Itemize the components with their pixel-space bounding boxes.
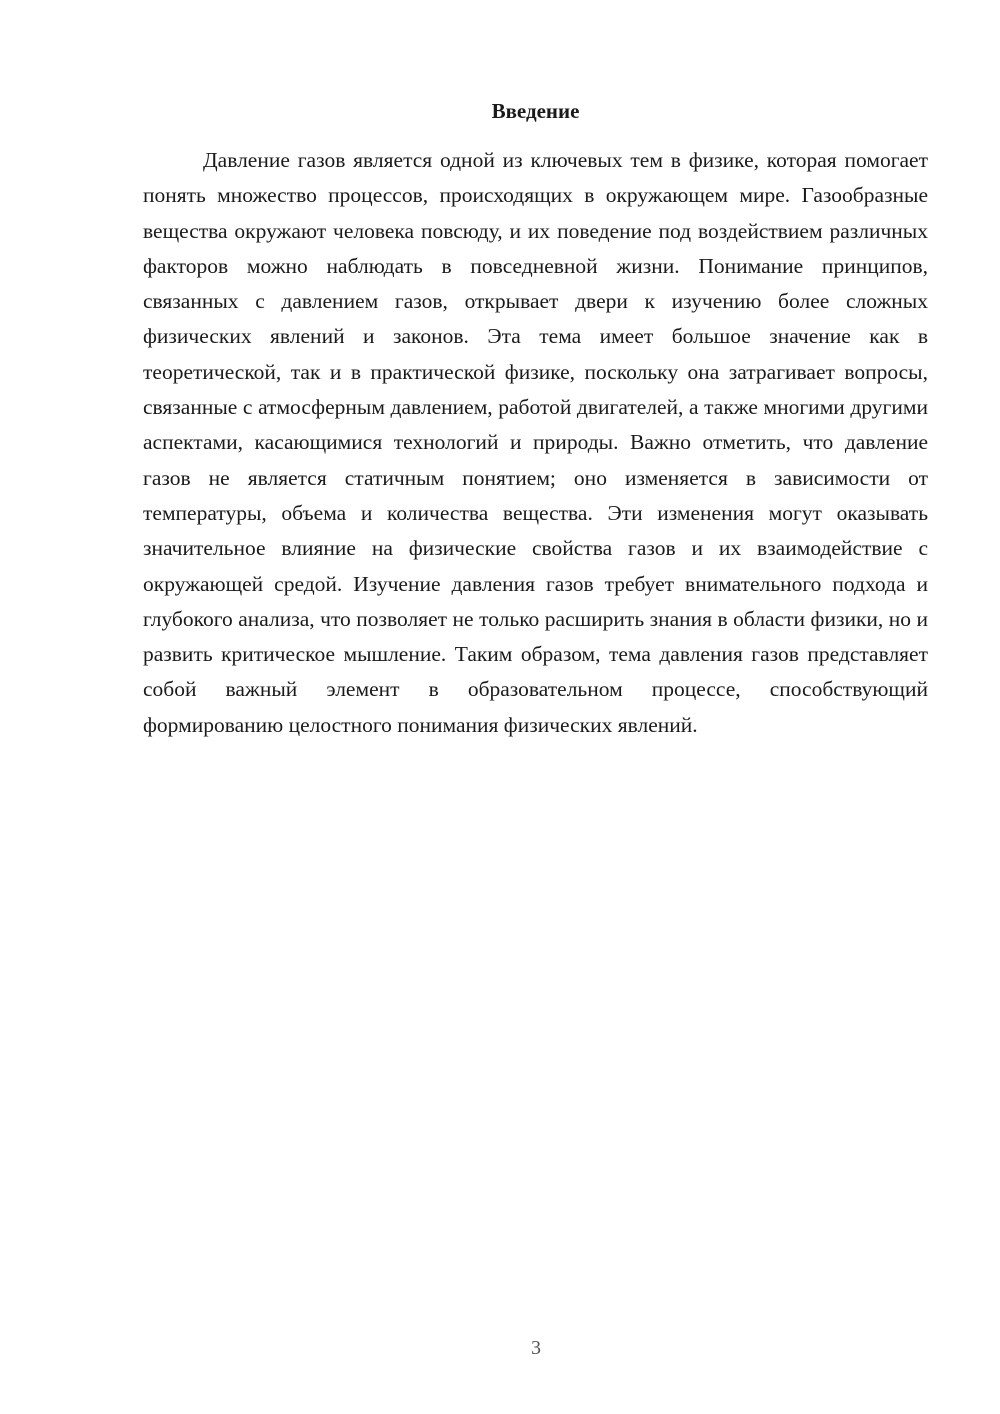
body-paragraph: Давление газов является одной из ключевых тем в физике, которая помогает понять множество процессов, происходящих в окружающем мире. Газообразные вещества окружают человека повсюду, и их поведение под воздействием различных факторов можно наблюдать в повседневной жизни. Понимание принципов, связанных с давлением газов, открывает двери к изучению более сложных физических явлений и законов. Эта тема имеет большое значение как в теоретической, так и в практической физике, поскольку она затрагивает вопросы, связанные с атмосферным давлением, работой двигателей, а также многими другими аспектами, касающимися технологий и природы. Важно отметить, что давление газов не является статичным понятием; оно изменяется в зависимости от температуры, объема и количества вещества. Эти изменения могут оказывать значительное влияние на физические свойства газов и их взаимодействие с окружающей средой. Изучение давления газов требует внимательного подхода и глубокого анализа, что позволяет не только расширить знания в области физики, но и развить критическое мышление. Таким образом, тема давления газов представляет собой важный элемент в образовательном процессе, способствующий формированию целостного понимания физических явлений. <box>143 148 928 737</box>
page-number: 3 <box>531 1337 541 1359</box>
section-heading: Введение <box>491 99 580 123</box>
